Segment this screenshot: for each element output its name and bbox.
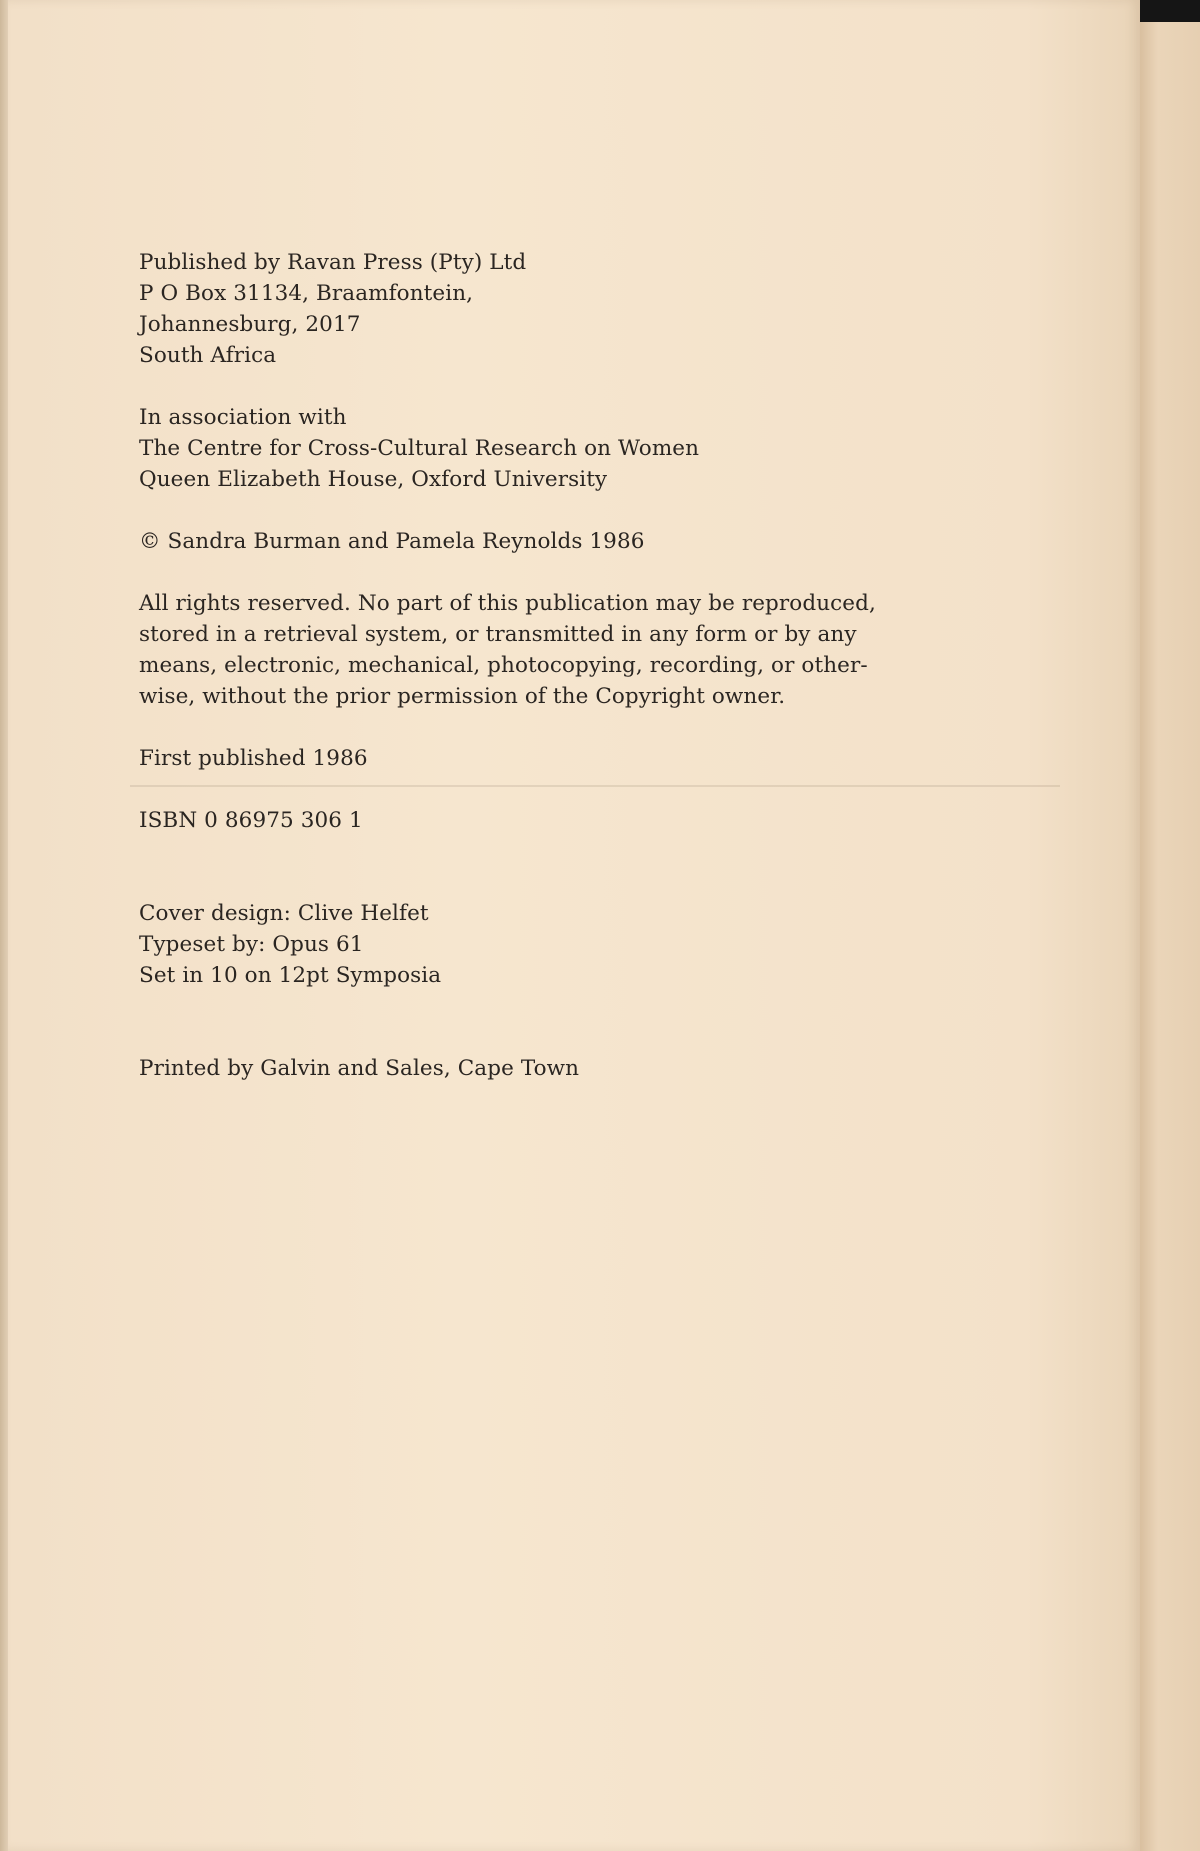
book-page [8, 0, 1140, 1851]
association-line: Queen Elizabeth House, Oxford University [139, 467, 608, 492]
page-right-edge [1140, 0, 1200, 1851]
rights-line: wise, without the prior permission of the Copyright owner. [139, 684, 786, 709]
publisher-line: South Africa [139, 343, 277, 368]
association-line: In association with [139, 405, 347, 430]
copyright-notice: © Sandra Burman and Pamela Reynolds 1986 [139, 529, 645, 554]
rights-line: means, electronic, mechanical, photocopying, recording, or other- [139, 653, 868, 678]
production-line: Typeset by: Opus 61 [139, 932, 364, 957]
publisher-line: P O Box 31134, Braamfontein, [139, 281, 474, 306]
association-line: The Centre for Cross-Cultural Research on Women [139, 436, 700, 461]
publisher-line: Johannesburg, 2017 [139, 312, 361, 337]
publisher-block [139, 247, 919, 371]
imprint-text [139, 247, 919, 1084]
production-line: Cover design: Clive Helfet [139, 901, 429, 926]
production-line: Set in 10 on 12pt Symposia [139, 963, 442, 988]
first-published: First published 1986 [139, 746, 368, 771]
association-block [139, 402, 919, 495]
isbn: ISBN 0 86975 306 1 [139, 808, 363, 833]
publisher-line: Published by Ravan Press (Pty) Ltd [139, 250, 527, 275]
rights-statement [139, 588, 919, 712]
scan-corner-shadow [1140, 0, 1200, 22]
printer-credit: Printed by Galvin and Sales, Cape Town [139, 1056, 580, 1081]
rights-line: stored in a retrieval system, or transmitted in any form or by any [139, 622, 857, 647]
production-credits [139, 898, 919, 991]
rights-line: All rights reserved. No part of this publication may be reproduced, [139, 591, 876, 616]
